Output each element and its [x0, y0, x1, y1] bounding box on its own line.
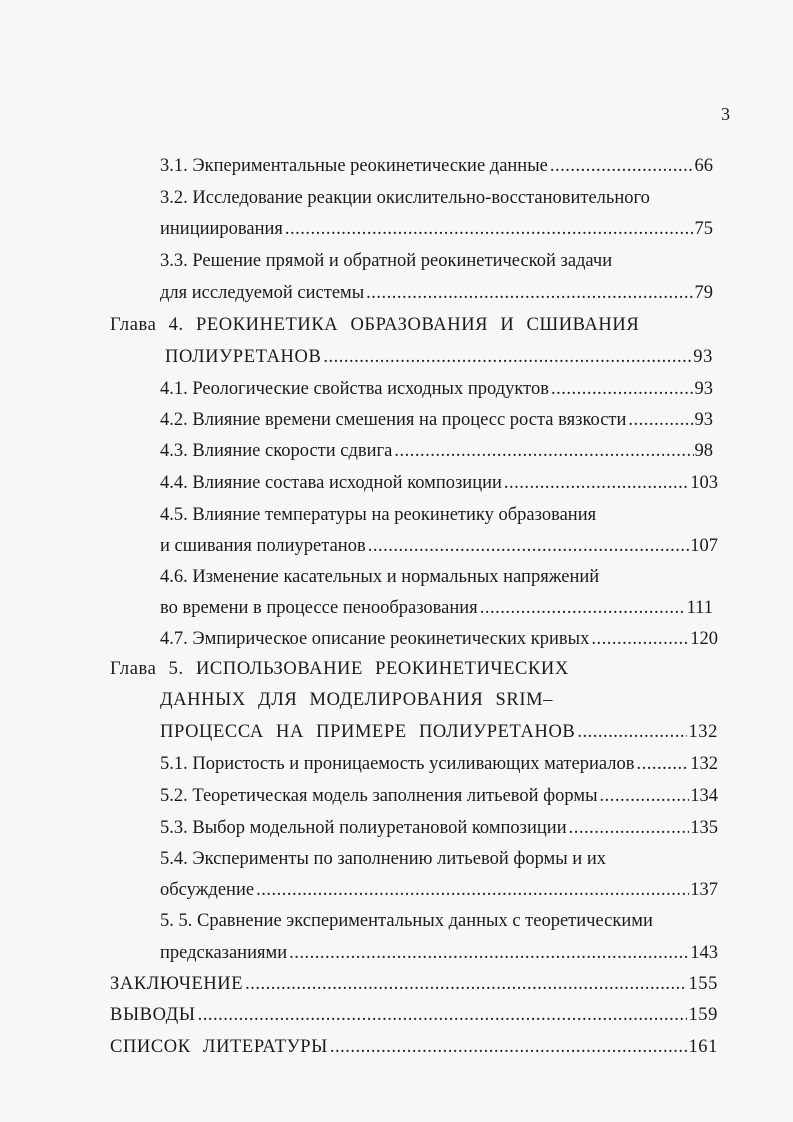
toc-chapter-title: ЗАКЛЮЧЕНИЕ — [110, 974, 244, 994]
toc-entry-5-1[interactable] — [160, 750, 718, 778]
toc-entry-title: обсуждение — [160, 880, 255, 900]
toc-entry-4-6-line1[interactable] — [160, 563, 713, 591]
toc-entry-title: предсказаниями — [160, 943, 288, 963]
toc-entry-title: 4.4. Влияние состава исходной композиции — [160, 473, 502, 493]
toc-entry-3-3-line1[interactable] — [160, 247, 713, 275]
toc-page-number: 75 — [694, 219, 713, 239]
toc-entry-3-2-line1[interactable] — [160, 184, 713, 212]
toc-entry-title: 3.1. Экпериментальные реокинетические данные — [160, 156, 548, 176]
toc-page-number: 134 — [690, 786, 718, 806]
dot-leader — [198, 1001, 688, 1029]
toc-entry-title: 5.4. Эксперименты по заполнению литьевой формы и их — [160, 849, 606, 869]
toc-chapter-5-line2[interactable] — [160, 686, 713, 714]
toc-entry-4-1[interactable] — [160, 375, 713, 403]
toc-entry-title: инициирования — [160, 219, 283, 239]
toc-page-number: 79 — [694, 283, 713, 303]
toc-entry-title: 5.2. Теоретическая модель заполнения литьевой формы — [160, 786, 598, 806]
toc-entry-5-4[interactable] — [160, 876, 718, 904]
toc-page-number: 103 — [690, 473, 718, 493]
toc-entry-title: 4.5. Влияние температуры на реокинетику образования — [160, 505, 597, 525]
toc-page-number: 132 — [688, 722, 718, 742]
dot-leader — [480, 594, 686, 622]
toc-entry-4-4[interactable] — [160, 469, 718, 497]
toc-entry-title: во времени в процессе пенообразования — [160, 598, 478, 618]
toc-entry-5-2[interactable] — [160, 782, 718, 810]
toc-entry-title: 5.3. Выбор модельной полиуретановой композиции — [160, 818, 567, 838]
toc-page-number: 161 — [688, 1037, 718, 1057]
toc-page-number: 66 — [694, 156, 713, 176]
toc-entry-3-3[interactable] — [160, 279, 713, 307]
toc-entry-3-1[interactable] — [160, 152, 713, 180]
dot-leader — [330, 1033, 688, 1061]
dot-leader — [504, 469, 689, 497]
dot-leader — [289, 939, 689, 967]
toc-entry-5-5-line1[interactable] — [160, 907, 713, 935]
toc-page-number: 132 — [690, 754, 718, 774]
toc-page-number: 155 — [688, 974, 718, 994]
dot-leader — [394, 437, 693, 465]
dot-leader — [551, 375, 694, 403]
toc-entry-title: 4.3. Влияние скорости сдвига — [160, 441, 393, 461]
toc-page-number: 120 — [690, 629, 718, 649]
dot-leader — [569, 814, 690, 842]
toc-entry-4-5[interactable] — [160, 532, 718, 560]
toc-entry-title: 5. 5. Сравнение экспериментальных данных с теоретическими — [160, 911, 653, 931]
toc-findings[interactable] — [110, 1001, 718, 1029]
toc-entry-4-2[interactable] — [160, 406, 713, 434]
toc-page-number: 93 — [694, 379, 713, 399]
toc-entry-title: 3.3. Решение прямой и обратной реокинетической задачи — [160, 251, 613, 271]
toc-chapter-title: ПОЛИУРЕТАНОВ — [165, 347, 322, 367]
toc-entry-4-7[interactable] — [160, 625, 718, 653]
toc-entry-title: 3.2. Исследование реакции окислительно-восстановительного — [160, 188, 650, 208]
toc-chapter-5[interactable] — [160, 718, 718, 746]
toc-chapter-title: Глава 5. ИСПОЛЬЗОВАНИЕ РЕОКИНЕТИЧЕСКИХ — [110, 659, 569, 679]
toc-conclusion[interactable] — [110, 970, 718, 998]
dot-leader — [628, 406, 693, 434]
dot-leader — [256, 876, 689, 904]
toc-entry-5-3[interactable] — [160, 814, 718, 842]
toc-page-number: 159 — [688, 1005, 718, 1025]
toc-chapter-title: ПРОЦЕССА НА ПРИМЕРЕ ПОЛИУРЕТАНОВ — [160, 722, 576, 742]
toc-page-number: 143 — [690, 943, 718, 963]
toc-entry-3-2[interactable] — [160, 215, 713, 243]
toc-chapter-5-line1[interactable] — [110, 655, 713, 683]
dot-leader — [591, 625, 689, 653]
toc-page-number: 135 — [690, 818, 718, 838]
dot-leader — [368, 532, 690, 560]
toc-entry-title: и сшивания полиуретанов — [160, 536, 366, 556]
toc-entry-title: 4.7. Эмпирическое описание реокинетических кривых — [160, 629, 590, 649]
toc-chapter-title: ВЫВОДЫ — [110, 1005, 196, 1025]
toc-page-number: 93 — [694, 410, 713, 430]
toc-entry-4-3[interactable] — [160, 437, 713, 465]
dot-leader — [636, 750, 689, 778]
toc-entry-4-6[interactable] — [160, 594, 713, 622]
toc-chapter-title: Глава 4. РЕОКИНЕТИКА ОБРАЗОВАНИЯ И СШИВАНИЯ — [110, 315, 640, 335]
toc-references[interactable] — [110, 1033, 718, 1061]
toc-page-number: 137 — [690, 880, 718, 900]
toc-chapter-title: СПИСОК ЛИТЕРАТУРЫ — [110, 1037, 328, 1057]
toc-entry-title: 4.2. Влияние времени смешения на процесс роста вязкости — [160, 410, 627, 430]
dot-leader — [577, 718, 687, 746]
toc-entry-5-4-line1[interactable] — [160, 845, 713, 873]
toc-page-number: 93 — [693, 347, 713, 367]
toc-entry-title: 4.1. Реологические свойства исходных продуктов — [160, 379, 549, 399]
dot-leader — [600, 782, 690, 810]
toc-entry-title: 4.6. Изменение касательных и нормальных напряжений — [160, 567, 600, 587]
dot-leader — [323, 343, 692, 371]
toc-page-number: 111 — [686, 598, 713, 618]
page-number: 3 — [721, 104, 730, 124]
dot-leader — [245, 970, 687, 998]
dot-leader — [550, 152, 694, 180]
toc-entry-title: 5.1. Пористость и проницаемость усиливающих материалов — [160, 754, 635, 774]
toc-entry-title: для исследуемой системы — [160, 283, 365, 303]
toc-page-number: 107 — [690, 536, 718, 556]
toc-entry-4-5-line1[interactable] — [160, 501, 713, 529]
toc-chapter-title: ДАННЫХ ДЛЯ МОДЕЛИРОВАНИЯ SRIM– — [160, 690, 554, 710]
dot-leader — [366, 279, 693, 307]
toc-chapter-4-line1[interactable] — [110, 311, 713, 339]
toc-chapter-4[interactable] — [165, 343, 713, 371]
toc-page-number: 98 — [694, 441, 713, 461]
toc-entry-5-5[interactable] — [160, 939, 718, 967]
dot-leader — [285, 215, 694, 243]
